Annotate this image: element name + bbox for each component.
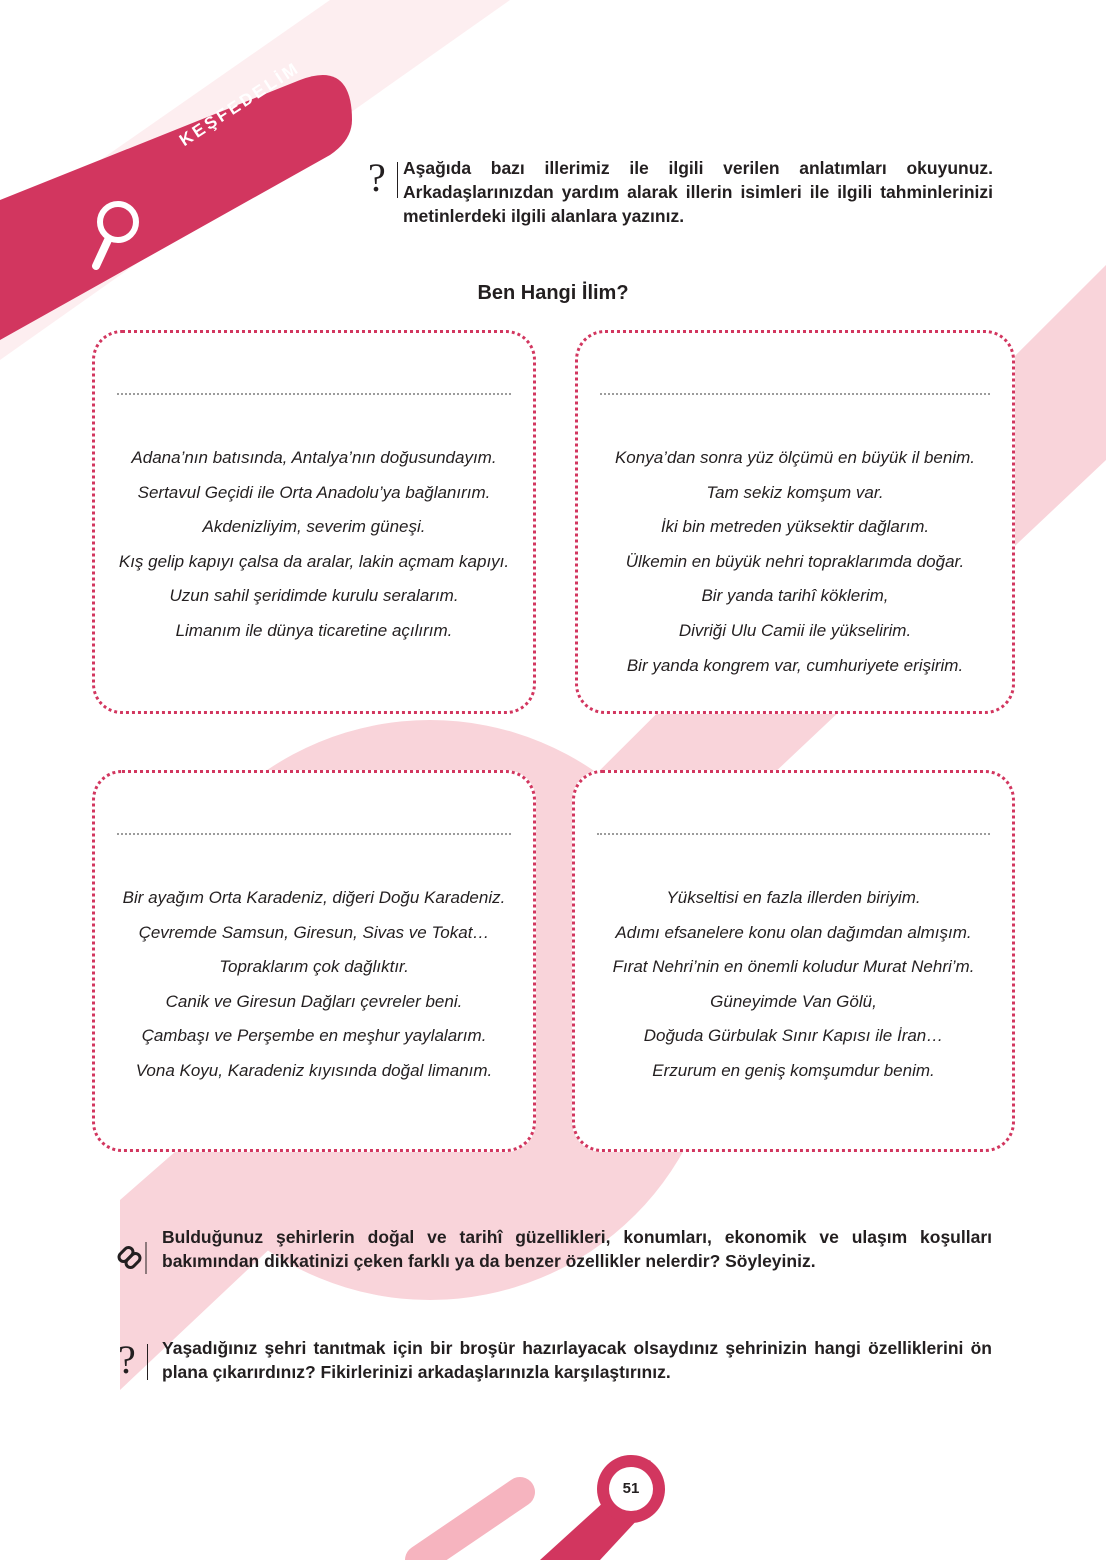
card-1-line: Akdenizliyim, severim güneşi. [202, 517, 426, 537]
card-2-line: Divriği Ulu Camii ile yükselirim. [678, 620, 912, 640]
page-title: Ben Hangi İlim? [477, 282, 629, 304]
card-2-line: Bir yanda tarihî köklerim, [701, 586, 889, 606]
card-3-line: Topraklarım çok dağlıktır. [219, 957, 409, 977]
question-mark-icon: ? [118, 1340, 148, 1384]
page-number: 51 [609, 1467, 653, 1511]
card-3-line: Çevremde Samsun, Giresun, Sivas ve Tokat… [138, 922, 490, 942]
card-2-line: Konya’dan sonra yüz ölçümü en büyük il benim. [614, 448, 976, 467]
card-4 [572, 770, 1015, 1152]
badge-label: KEŞFEDELİM [176, 57, 304, 150]
card-2-answer-line[interactable] [600, 393, 990, 395]
card-2 [575, 330, 1015, 714]
card-2-line: Ülkemin en büyük nehri topraklarımda doğar. [625, 551, 965, 571]
card-2-line: İki bin metreden yüksektir dağlarım. [660, 517, 930, 537]
card-4-line: Erzurum en geniş komşumdur benim. [652, 1060, 935, 1080]
card-3-answer-line[interactable] [117, 833, 511, 835]
card-1-text [95, 441, 533, 649]
card-4-line: Yükseltisi en fazla illerden biriyim. [666, 888, 921, 907]
question-1-text: Bulduğunuz şehirlerin doğal ve tarihî güzellikleri, konumları, ekonomik ve ulaşım koşulları bakımından dikkatinizi çeken farklı ya da benzer özellikler nelerdir? Söyleyiniz. [162, 1227, 992, 1271]
footer-light-stroke [420, 1492, 520, 1560]
card-3-line: Çambaşı ve Perşembe en meşhur yaylalarım. [141, 1026, 487, 1046]
card-2-line: Bir yanda kongrem var, cumhuriyete erişirim. [626, 655, 964, 675]
card-4-text [575, 881, 1012, 1089]
card-4-line: Adımı efsanelere konu olan dağımdan almışım. [615, 922, 972, 942]
card-3-line: Bir ayağım Orta Karadeniz, diğeri Doğu Karadeniz. [122, 888, 506, 907]
card-4-line: Fırat Nehri’nin en önemli koludur Murat Nehri’m. [612, 957, 975, 977]
card-1-line: Limanım ile dünya ticaretine açılırım. [175, 620, 453, 640]
question-mark-icon: ? [368, 158, 398, 202]
card-3 [92, 770, 536, 1152]
card-4-line: Doğuda Gürbulak Sınır Kapısı ile İran… [643, 1026, 944, 1046]
card-1 [92, 330, 536, 714]
card-1-answer-line[interactable] [117, 393, 511, 395]
card-1-line: Uzun sahil şeridimde kurulu seralarım. [169, 586, 459, 606]
card-1-line: Kış gelip kapıyı çalsa da aralar, lakin açmam kapıyı. [118, 551, 510, 571]
card-2-text [578, 441, 1012, 683]
card-2-line: Tam sekiz komşum var. [706, 482, 884, 502]
link-icon [114, 1238, 148, 1274]
card-1-line: Adana’nın batısında, Antalya’nın doğusundayım. [131, 448, 497, 467]
card-4-answer-line[interactable] [597, 833, 990, 835]
card-3-line: Vona Koyu, Karadeniz kıyısında doğal limanım. [135, 1060, 493, 1080]
card-1-line: Sertavul Geçidi ile Orta Anadolu’ya bağlanırım. [137, 482, 491, 502]
instruction-text: Aşağıda bazı illerimiz ile ilgili verilen anlatımları okuyunuz. Arkadaşlarınızdan yardım alarak illerin isimleri ile ilgili tahminlerinizi metinlerdeki ilgili alanlara yazınız. [403, 158, 993, 226]
question-2-text: Yaşadığınız şehri tanıtmak için bir broşür hazırlayacak olsaydınız şehrinizin hangi özelliklerini ön plana çıkarırdınız? Fikirlerinizi arkadaşlarınızla karşılaştırınız. [162, 1338, 992, 1382]
card-3-line: Canik ve Giresun Dağları çevreler beni. [165, 991, 463, 1011]
card-3-text [95, 881, 533, 1089]
kesfedelim-badge [0, 0, 380, 360]
card-4-line: Güneyimde Van Gölü, [710, 991, 877, 1011]
